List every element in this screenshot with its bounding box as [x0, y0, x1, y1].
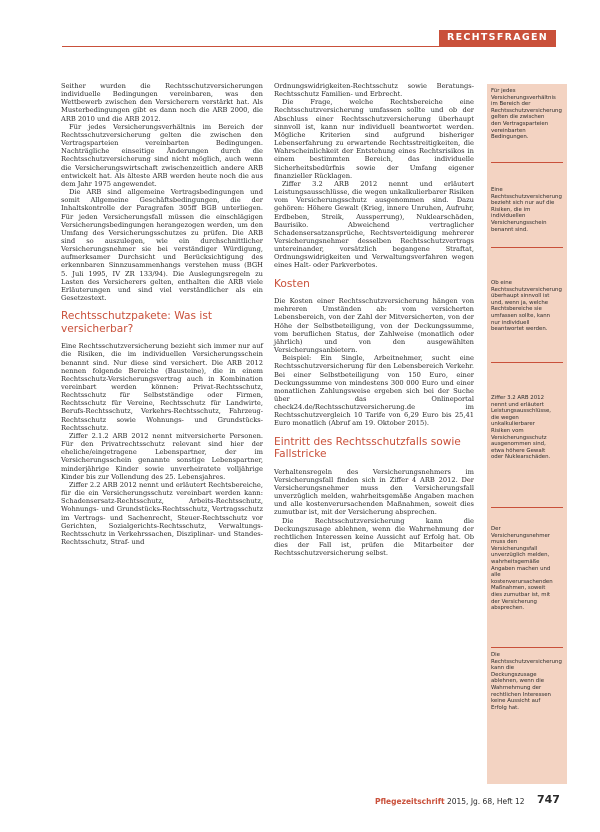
paragraph: Seither wurden die Rechtsschutzversicherungen individuelle Bedingungen vereinbaren, was den Wettbewerb zwischen den Versicherern verstärkt hat. Als Musterbedingungen gibt es dann noch die ARB 2000, die ARB 2010 und die ARB 2012. [61, 82, 263, 123]
column-middle [274, 82, 474, 557]
journal-name: Pflegezeitschrift [375, 797, 445, 806]
margin-note: Der Versicherungsnehmer muss den Versicherungsfall unverzüglich melden, wahrheitsgemäße Angaben machen und alle kostenverursachenden Maßnahmen, soweit dies zumutbar ist, mit der Versicherung absprechen. [491, 526, 553, 612]
header-rule [62, 46, 556, 47]
margin-note: Die Rechtsschutzversicherung kann die Deckungszusage ablehnen, wenn die Wahrnehmung der rechtlichen Interessen keine Aussicht auf Erfolg hat. [491, 652, 562, 711]
column-left [61, 82, 263, 546]
footer-citation [375, 797, 525, 806]
paragraph: Die ARB sind allgemeine Vertragsbedingungen und somit Allgemeine Geschäftsbedingungen, die der Inhaltskontrolle der Paragrafen 305ff BGB unterliegen. Für jeden Versicherungsfall müssen die einschlägigen Versicherungsbedingungen herangezogen werden, um den Umfang des Versicherungsschutzes zu prüfen. Die ARB sind so auszulegen, wie ein durchschnittlicher Versicherungsnehmer sie bei verständiger Würdigung, aufmerksamer Durchsicht und Berücksichtigung des erkennbaren Sinnzusammenhangs verstehen muss (BGH 5. Juli 1995, IV ZR 133/94). Die Auslegungsregeln zu Lasten des Versicherers gelten, enthalten die ARB viele Erläuterungen und sind viel verständlicher als ein Gesetzestext. [61, 188, 263, 303]
note-divider [491, 162, 563, 163]
paragraph: Die Frage, welche Rechtsbereiche eine Rechtsschutzversicherung umfassen sollte und ob der Abschluss einer Rechtsschutzversicherung überhaupt sinnvoll ist, kann nur individuell beantwortet werden. Mögliche Kriterien sind aufgrund bisheriger Lebenserfahrung zu erwartende Rechtsstreitigkeiten, die Wahrscheinlichkeit der Entstehung eines Rechtsrisikos in einem bestimmten Bereich, das individuelle Sicherheitsbedürfnis sowie der Umfang eigener finanzieller Rücklagen. [274, 98, 474, 180]
issue-info: 2015, Jg. 68, Heft 12 [444, 797, 525, 806]
section-heading: Rechtsschutzpakete: Was ist versicherbar? [61, 310, 212, 335]
paragraph: Für jedes Versicherungsverhältnis im Bereich der Rechtsschutzversicherung gelten die zwischen den Vertragsparteien vereinbarten Bedingungen. Nachträgliche einseitige Änderungen durch die Rechtsschutzversicherung sind nicht möglich, auch wenn die Versicherungswirtschaft zwischenzeitlich andere ARB entwickelt hat. Als älteste ARB werden heute noch die aus dem Jahr 1975 angewendet. [61, 122, 263, 188]
note-divider [491, 507, 563, 508]
paragraph: Die Rechtsschutzversicherung kann die Deckungszusage ablehnen, wenn die Wahrnehmung der rechtlichen Interessen keine Aussicht auf Erfolg hat. Ob dies der Fall ist, prüfen die Mitarbeiter der Rechtsschutzversicherung selbst. [274, 516, 474, 558]
note-divider [491, 362, 563, 363]
paragraph: Ziffer 2.2 ARB 2012 nennt und erläutert Rechtsbereiche, für die ein Versicherungsschutz vereinbart werden kann: Schadensersatz-Rechtsschutz, Arbeits-Rechtsschutz, Wohnungs- und Grundstücks-Rechtsschutz, Vertragsschutz im Vertrags- und Sachenrecht, Steuer-Rechtsschutz vor Gerichten, Sozialgerichts-Rechtsschutz, Verwaltungs-Rechtsschutz in Verkehrssachen, Disziplinar- und Standes-Rechtsschutz, Straf- und [61, 480, 263, 546]
note-divider [491, 647, 563, 648]
margin-note: Ob eine Rechtsschutzversicherung überhaupt sinnvoll ist und, wenn ja, welche Rechtsbereiche sie umfassen sollte, kann nur individuell beantwortet werden. [491, 280, 562, 333]
paragraph: Verhaltensregeln des Versicherungsnehmers im Versicherungsfall finden sich in Ziffer 4 ARB 2012. Der Versicherungsnehmer muss den Versicherungsfall unverzüglich melden, wahrheitsgemäße Angaben machen und alle kostenverursachenden Maßnahmen, soweit dies zumutbar ist, mit der Versicherung absprechen. [274, 467, 474, 517]
page-number: 747 [537, 793, 560, 806]
margin-note: Ziffer 3.2 ARB 2012 nennt und erläutert Leistungsausschlüsse, die wegen unkalkulierbarer Risiken vom Versicherungsschutz ausgenommen sind, etwa höhere Gewalt oder Nuklearschäden. [491, 395, 551, 461]
section-tag: RECHTSFRAGEN [439, 30, 556, 46]
section-heading: Kosten [274, 277, 310, 290]
paragraph: Ziffer 2.1.2 ARB 2012 nennt mitversicherte Personen. Für den Privatrechtsschutz relevant sind hier der eheliche/eingetragene Lebenspartner, der im Versicherungsschein genannte sonstige Lebenspartner, minderjährige Kinder sowie unverheiratete volljährige Kinder bis zur Vollendung des 25. Lebensjahres. [61, 431, 263, 481]
paragraph: Beispiel: Ein Single, Arbeitnehmer, sucht eine Rechtsschutzversicherung für den Lebensbereich Verkehr. Bei einer Selbstbeteiligung von 150 Euro, einer Deckungssumme von mindestens 300 000 Euro und einer monatlichen Zahlungsweise ergeben sich bei der Suche über das Onlineportal check24.de/Rechtsschutzversicherung.de im Rechtsschutzvergleich 10 Tarife von 6,29 Euro bis 25,41 Euro monatlich (Abruf am 19. Oktober 2015). [274, 354, 474, 428]
note-divider [491, 247, 563, 248]
paragraph: Die Kosten einer Rechtsschutzversicherung hängen von mehreren Umständen ab: vom versicherten Lebensbereich, von der Zahl der Mitversicherten, von der Höhe der Selbstbeteiligung, von der Deckungssumme, vom beruflichen Status, der Zahlweise (monatlich oder jährlich) und von den ausgewählten Versicherungsanbietern. [274, 297, 474, 355]
paragraph: Ordnungswidrigkeiten-Rechtsschutz sowie Beratungs-Rechtsschutz Familien- und Erbrecht. [274, 82, 474, 99]
margin-notes-sidebar [487, 84, 567, 784]
section-heading: Eintritt des Rechtsschutzfalls sowie Fallstricke [274, 435, 461, 461]
paragraph: Ziffer 3.2 ARB 2012 nennt und erläutert Leistungsausschlüsse, die wegen unkalkulierbarer Risiken vom Versicherungsschutz ausgenommen sind. Dazu gehören: Höhere Gewalt (Krieg, innere Unruhen, Aufruhr, Erdbeben, Streik, Aussperrung), Nuklearschäden, Baurisiko. Abweichend vertraglicher Schadensersatzansprüche, Rechtsverteidigung mehrerer Versicherungsnehmer desselben Rechtsschutzvertrags untereinander, vorsätzlich begangene Straftat, Ordnungswidrigkeiten und Verwaltungsverfahren wegen eines Halt- oder Parkverbotes. [274, 179, 474, 270]
margin-note: Für jedes Versicherungsverhältnis im Bereich der Rechtsschutzversicherung gelten die zwischen den Vertragsparteien vereinbarten Bedingungen. [491, 88, 562, 141]
paragraph: Eine Rechtsschutzversicherung bezieht sich immer nur auf die Risiken, die im individuellen Versicherungsschein benannt sind. Nur diese sind versichert. Die ARB 2012 nennen folgende Bereiche (Bausteine), die in einem Rechtsschutz-Versicherungsvertrag auch in Kombination vereinbart werden können: Privat-Rechtsschutz, Rechtsschutz für Selbstständige oder Firmen, Rechtsschutz für Vereine, Rechtsschutz für Landwirte, Berufs-Rechtsschutz, Verkehrs-Rechtsschutz, Fahrzeug-Rechtsschutz sowie Wohnungs- und Grundstücks-Rechtsschutz. [61, 342, 263, 432]
margin-note: Eine Rechtsschutzversicherung bezieht sich nur auf die Risiken, die im individuellen Versicherungsschein benannt sind. [491, 187, 562, 233]
